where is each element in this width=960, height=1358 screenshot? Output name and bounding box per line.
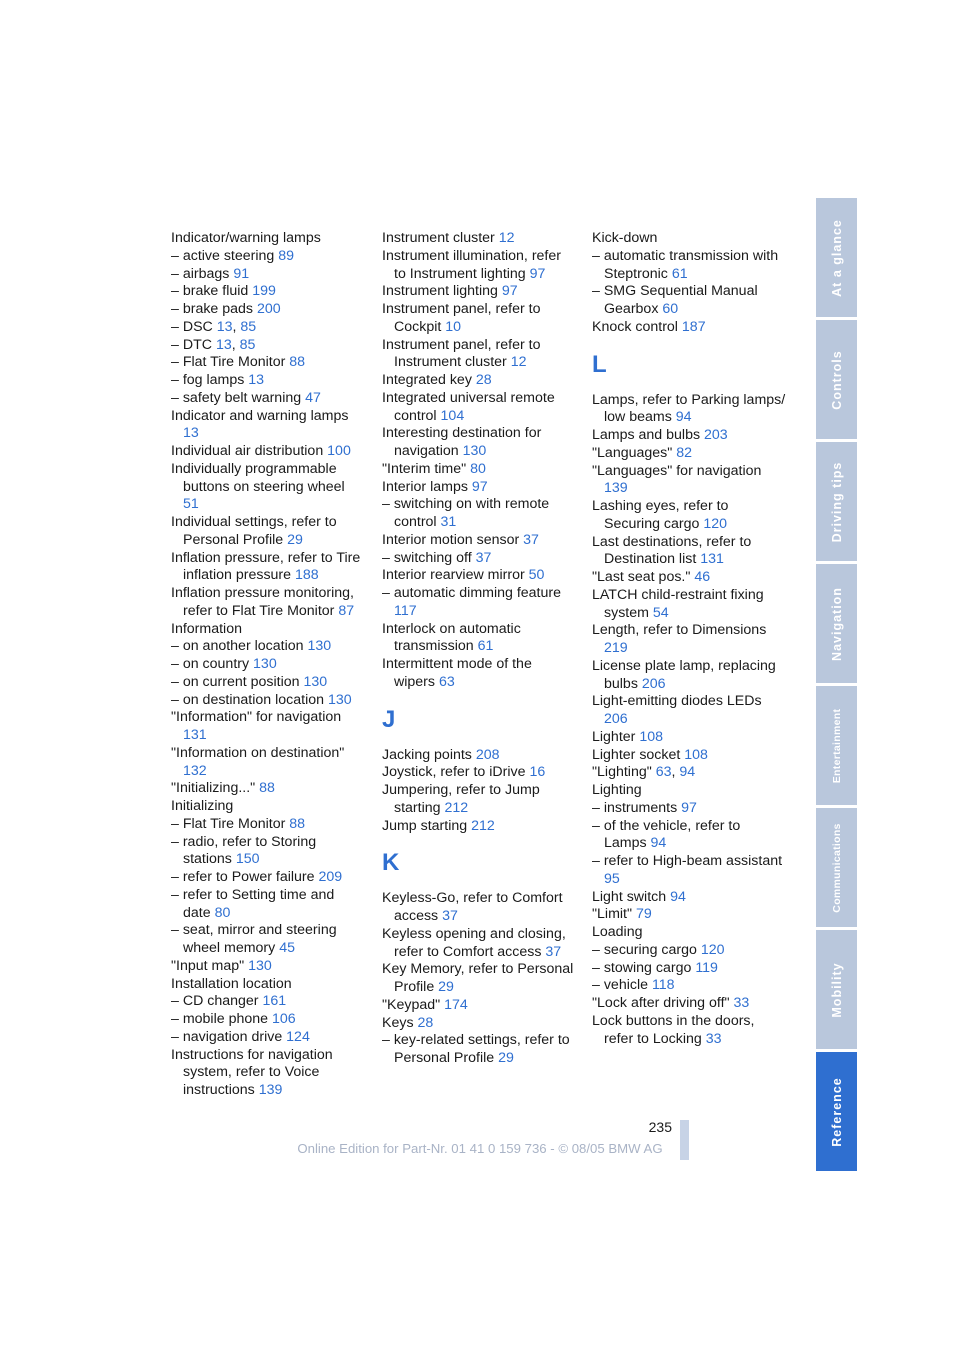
page-reference-link[interactable]: 212	[471, 817, 495, 834]
index-entry-text: Indicator/warning lamps	[171, 230, 321, 246]
page-reference-link[interactable]: 119	[695, 959, 718, 976]
page-reference-link[interactable]: 188	[295, 567, 319, 584]
page-reference-link[interactable]: 219	[604, 640, 628, 656]
index-entry-text: Individual settings, refer to Personal Profile	[171, 514, 337, 548]
page-reference-link[interactable]: 120	[703, 515, 728, 532]
index-entry	[382, 782, 574, 818]
index-entry-text: Initializing	[171, 798, 234, 814]
index-entry-text: Instrument panel, refer to Cockpit	[382, 301, 541, 335]
index-column-1	[171, 230, 363, 1100]
index-entry-text: – securing cargo	[592, 941, 697, 958]
index-entry-text: "Lock after driving off"	[592, 995, 730, 1011]
index-entry	[382, 1032, 574, 1068]
index-entry-text: Intermittent mode of the wipers	[382, 656, 532, 690]
index-entry	[592, 283, 786, 319]
page-reference-link[interactable]: 94	[675, 409, 692, 426]
page-reference-link[interactable]: 132	[183, 762, 207, 779]
index-entry	[171, 692, 363, 710]
index-entry-text: Length, refer to Dimensions	[592, 622, 767, 639]
section-tab-label: Navigation	[829, 586, 844, 661]
index-entry-text: Key Memory, refer to Personal Profile	[382, 961, 574, 995]
index-entry	[382, 585, 574, 621]
page-reference-link[interactable]: 79	[635, 906, 652, 923]
index-entry	[592, 463, 786, 499]
index-entry	[382, 372, 574, 390]
index-entry	[592, 995, 786, 1013]
index-entry	[382, 764, 574, 782]
index-entry-text: Jump starting	[382, 817, 468, 834]
index-entry	[382, 890, 574, 926]
index-entry-text: – on another location	[171, 638, 304, 655]
index-entry-text: – radio, refer to Storing stations	[171, 833, 317, 868]
index-entry-text: – switching off	[382, 549, 472, 566]
index-entry	[171, 993, 363, 1011]
page-reference-link[interactable]: 130	[303, 673, 328, 690]
index-entry: – DSC 13, 85	[171, 318, 257, 335]
index-entry	[171, 674, 363, 692]
index-entry	[171, 408, 363, 444]
index-entry	[592, 587, 786, 623]
index-entry-text: – refer to Power failure	[171, 869, 315, 885]
index-entry	[382, 301, 574, 337]
page-reference-link[interactable]: 82	[676, 444, 693, 461]
page-reference-link[interactable]: 37	[475, 549, 492, 566]
index-entry	[382, 747, 574, 765]
page-reference-link[interactable]: 31	[440, 514, 457, 530]
page-reference-link[interactable]: 203	[704, 427, 728, 443]
page-reference-link[interactable]: 33	[705, 1030, 722, 1047]
page-reference-link[interactable]: 120	[700, 941, 725, 958]
page-reference-link[interactable]: 50	[528, 567, 545, 584]
index-entry	[382, 656, 574, 692]
index-entry	[382, 337, 574, 373]
page-reference-link[interactable]: 12	[510, 354, 527, 371]
page-reference-link[interactable]: 16	[529, 764, 546, 781]
section-tab-navigation[interactable]	[816, 564, 857, 683]
page-reference-link[interactable]: 63	[655, 764, 672, 781]
index-entry	[171, 461, 363, 514]
index-entry	[592, 230, 786, 248]
page-reference-link[interactable]: 33	[733, 995, 750, 1011]
index-entry-text: – on country	[171, 656, 250, 672]
index-entry	[592, 622, 786, 658]
index-entry-text: Lamps, refer to Parking lamps/ low beams	[592, 391, 786, 426]
page-reference-link[interactable]: 212	[444, 799, 469, 816]
index-letter-heading: K	[382, 849, 400, 877]
page-reference-link[interactable]: 37	[442, 908, 458, 924]
index-entry	[171, 230, 363, 248]
page-reference-link[interactable]: 80	[470, 460, 486, 477]
index-entry-text: – key-related settings, refer to Personal Profile	[382, 1032, 570, 1066]
footer-edition-note: Online Edition for Part-Nr. 01 41 0 159 736 - © 08/05 BMW AG	[297, 1141, 663, 1156]
index-entry	[171, 798, 363, 816]
page-reference-link[interactable]: 139	[604, 480, 628, 497]
index-entry	[171, 780, 363, 798]
index-entry	[171, 248, 363, 266]
index-entry-text: – brake fluid	[171, 283, 249, 300]
page-reference-link[interactable]: 63	[438, 673, 455, 690]
index-entry	[592, 924, 786, 942]
index-entry	[171, 976, 363, 994]
index-entry	[592, 853, 786, 889]
section-tab-at-a-glance[interactable]	[816, 198, 857, 317]
index-entry	[592, 445, 786, 463]
page-reference-link[interactable]: 88	[289, 815, 306, 832]
index-entry-text: Knock control	[592, 318, 678, 335]
index-entry-text: Integrated key	[382, 372, 472, 388]
index-entry	[382, 567, 574, 585]
index-entry-text: "Last seat pos."	[592, 569, 691, 585]
index-entry	[382, 461, 574, 479]
index-entry-text: – seat, mirror and steering wheel memory	[171, 922, 337, 956]
index-entry	[171, 1011, 363, 1029]
page-reference-link[interactable]: 187	[681, 318, 706, 335]
index-entry	[382, 621, 574, 657]
index-entry-text: Interlock on automatic transmission	[382, 620, 521, 655]
index-entry-text: Lighter	[592, 728, 636, 745]
index-entry	[592, 782, 786, 800]
index-entry	[382, 248, 574, 284]
section-tab-label: Driving tips	[829, 461, 844, 542]
index-entry	[171, 709, 363, 745]
index-entry-text: Inflation pressure, refer to Tire inflation pressure	[171, 549, 361, 584]
page-reference-link[interactable]: 100	[327, 443, 351, 459]
page-reference-link[interactable]: 97	[681, 799, 697, 816]
index-entry-text: "Information on destination"	[171, 744, 345, 761]
index-entry-text: Indicator and warning lamps	[171, 407, 349, 424]
page-reference-link[interactable]: 12	[498, 230, 515, 246]
index-entry-text: – fog lamps	[171, 372, 245, 388]
index-entry	[171, 354, 363, 372]
index-entry	[171, 514, 363, 550]
index-entry-text: – safety belt warning	[171, 389, 302, 406]
page-reference-link[interactable]: 94	[679, 764, 696, 781]
page-reference-link[interactable]: 209	[318, 869, 343, 885]
page-reference-link[interactable]: 130	[248, 957, 272, 974]
index-entry-text: "Languages" for navigation	[592, 462, 762, 479]
index-entry	[171, 638, 363, 656]
index-entry-text: – refer to Setting time and date	[171, 886, 335, 921]
page-reference-link[interactable]: 46	[694, 569, 711, 585]
page-reference-link[interactable]: 131	[183, 727, 207, 743]
index-entry-text: Instrument illumination, refer to Instrument lighting	[382, 247, 561, 282]
index-entry-text: Loading	[592, 924, 643, 940]
page-reference-link[interactable]: 88	[259, 780, 275, 797]
index-entry-text: LATCH child-restraint fixing system	[592, 586, 764, 621]
index-entry-text: – automatic transmission with Steptronic	[592, 247, 779, 282]
section-tab-label: Controls	[829, 349, 844, 410]
index-entry	[592, 693, 786, 729]
section-tab-label: Mobility	[829, 961, 844, 1018]
section-tab-mobility[interactable]	[816, 930, 857, 1049]
index-entry-text: "Lighting"	[592, 764, 652, 781]
index-entry-text: Lamps and bulbs	[592, 427, 701, 443]
index-entry	[171, 656, 363, 674]
page-reference-link[interactable]: 108	[639, 728, 664, 745]
page-reference-link[interactable]: 13	[183, 425, 199, 442]
index-entry	[171, 621, 363, 639]
index-entry	[382, 425, 574, 461]
page-reference-link[interactable]: 85	[240, 318, 257, 335]
index-entry-text: Lashing eyes, refer to Securing cargo	[592, 498, 729, 532]
index-column-3	[592, 230, 786, 1048]
page-reference-link[interactable]: 85	[239, 336, 256, 353]
index-entry-text: Keyless-Go, refer to Comfort access	[382, 890, 563, 924]
page-reference-link[interactable]: 91	[233, 265, 250, 282]
index-entry	[171, 1029, 363, 1047]
index-entry-text: "Limit"	[592, 906, 633, 923]
page-reference-link[interactable]: 118	[651, 977, 675, 994]
index-entry	[171, 301, 363, 319]
page-reference-link[interactable]: 13	[216, 318, 233, 335]
page-reference-link[interactable]: 37	[523, 531, 539, 548]
index-entry-text: – stowing cargo	[592, 959, 692, 976]
index-entry-text: Information	[171, 620, 242, 637]
page-reference-link[interactable]: 80	[214, 904, 231, 921]
page-reference-link[interactable]: 131	[700, 551, 724, 568]
page-reference-link[interactable]: 124	[286, 1028, 310, 1045]
page-reference-link[interactable]: 29	[287, 531, 303, 548]
page-reference-link[interactable]: 161	[262, 993, 287, 1010]
index-entry	[592, 747, 786, 765]
index-entry	[171, 834, 363, 870]
index-entry	[382, 283, 574, 301]
section-tab-label: Reference	[829, 1076, 844, 1147]
page-reference-link[interactable]: 94	[670, 888, 686, 905]
index-entry	[382, 997, 574, 1015]
index-entry-text: Interior rearview mirror	[382, 567, 525, 584]
index-column-2	[382, 230, 574, 1068]
page-reference-link[interactable]: 61	[671, 265, 688, 282]
index-entry	[382, 926, 574, 962]
page-reference-link[interactable]: 95	[604, 870, 620, 887]
section-tab-driving-tips[interactable]	[816, 442, 857, 561]
page-reference-link[interactable]: 28	[417, 1014, 434, 1031]
index-entry-text: "Keypad"	[382, 996, 441, 1013]
index-entry: "Lighting" 63, 94	[592, 764, 696, 781]
index-entry-text: – switching on with remote control	[382, 496, 550, 530]
index-entry	[592, 977, 786, 995]
index-entry	[592, 658, 786, 694]
index-entry: – DTC 13, 85	[171, 336, 256, 353]
index-entry-text: Individually programmable buttons on steering wheel	[171, 460, 345, 495]
page-reference-link[interactable]: 174	[444, 996, 468, 1013]
index-entry	[171, 869, 363, 887]
index-entry-text: Jumpering, refer to Jump starting	[382, 782, 540, 816]
index-entry	[171, 266, 363, 284]
index-entry-text: – DSC	[171, 318, 213, 335]
index-entry	[592, 729, 786, 747]
index-entry-text: "Initializing..."	[171, 780, 256, 797]
index-entry-text: – brake pads	[171, 301, 254, 317]
index-entry	[592, 319, 786, 337]
index-entry	[171, 443, 363, 461]
page-reference-link[interactable]: 130	[307, 638, 332, 655]
index-entry	[382, 550, 574, 568]
index-entry-text: Integrated universal remote control	[382, 389, 555, 424]
index-entry-text: "Interim time"	[382, 460, 467, 477]
page-reference-link[interactable]: 10	[445, 318, 462, 335]
index-entry-text: – Flat Tire Monitor	[171, 815, 286, 832]
index-entry	[171, 585, 363, 621]
index-entry	[171, 745, 363, 781]
page-reference-link[interactable]: 117	[394, 602, 417, 619]
index-entry	[171, 283, 363, 301]
page-reference-link[interactable]: 29	[498, 1050, 514, 1066]
section-tab-communications[interactable]	[816, 808, 857, 927]
page-reference-link[interactable]: 206	[641, 675, 666, 692]
index-entry	[382, 230, 574, 248]
page-reference-link[interactable]: 200	[256, 301, 281, 317]
index-entry	[171, 372, 363, 390]
page-reference-link[interactable]: 13	[248, 372, 265, 388]
index-entry	[171, 550, 363, 586]
index-entry	[382, 1015, 574, 1033]
index-entry-text: Instrument cluster	[382, 230, 495, 246]
index-letter-heading: J	[382, 705, 396, 733]
page-reference-link[interactable]: 94	[650, 835, 667, 852]
index-entry-text: Joystick, refer to iDrive	[382, 764, 526, 781]
page-reference-link[interactable]: 28	[475, 372, 492, 388]
index-entry	[592, 498, 786, 534]
index-entry-text: – on current position	[171, 673, 300, 690]
index-entry-text: – active steering	[171, 247, 275, 264]
index-entry	[592, 818, 786, 854]
page-reference-link[interactable]: 130	[253, 656, 277, 672]
index-entry-text: Individual air distribution	[171, 443, 324, 459]
index-entry	[171, 922, 363, 958]
page-reference-link[interactable]: 150	[235, 851, 260, 868]
index-entry-text: Interesting destination for navigation	[382, 425, 542, 459]
index-entry-text: Instructions for navigation system, refer to Voice instructions	[171, 1046, 333, 1098]
page-reference-link[interactable]: 104	[440, 407, 465, 424]
index-entry-text: – DTC	[171, 336, 212, 353]
index-entry	[382, 961, 574, 997]
index-entry-text: Lighter socket	[592, 746, 681, 763]
page-reference-link[interactable]: 130	[327, 691, 352, 708]
page-reference-link[interactable]: 54	[652, 604, 669, 621]
page-reference-link[interactable]: 89	[278, 247, 295, 264]
page-reference-link[interactable]: 97	[529, 265, 546, 282]
index-entry-text: "Information" for navigation	[171, 709, 342, 726]
index-entry-text: Interior lamps	[382, 478, 468, 495]
index-entry	[171, 816, 363, 834]
page-reference-link[interactable]: 97	[501, 283, 518, 300]
index-entry-text: – vehicle	[592, 977, 648, 994]
index-entry	[171, 1047, 363, 1100]
index-letter-heading: L	[592, 350, 607, 378]
index-entry-text: Installation location	[171, 975, 292, 992]
page-reference-link[interactable]: 13	[215, 336, 232, 353]
index-entry	[171, 390, 363, 408]
page-reference-link[interactable]: 130	[462, 443, 487, 459]
index-entry	[382, 818, 574, 836]
index-entry-text: – mobile phone	[171, 1011, 269, 1027]
index-entry-text: – Flat Tire Monitor	[171, 354, 286, 371]
page-reference-link[interactable]: 139	[258, 1082, 283, 1098]
section-tab-label: Entertainment	[830, 708, 843, 783]
section-tab-label: At a glance	[829, 218, 844, 297]
index-entry	[592, 534, 786, 570]
index-entry-text: – of the vehicle, refer to Lamps	[592, 817, 741, 852]
index-entry-text: Lock buttons in the doors, refer to Locking	[592, 1012, 755, 1047]
index-entry	[592, 248, 786, 284]
index-entry-text: – refer to High-beam assistant	[592, 853, 783, 869]
index-entry	[592, 427, 786, 445]
index-entry-text: Last destinations, refer to Destination list	[592, 533, 752, 568]
index-entry-text: Instrument panel, refer to Instrument cluster	[382, 336, 541, 371]
index-entry-text: – on destination location	[171, 691, 325, 708]
page-reference-link[interactable]: 47	[305, 389, 321, 406]
index-entry	[382, 532, 574, 550]
index-entry-text: Kick-down	[592, 230, 658, 246]
index-entry-text: – SMG Sequential Manual Gearbox	[592, 283, 758, 317]
page-reference-link[interactable]: 29	[438, 979, 454, 995]
index-entry	[592, 960, 786, 978]
index-entry	[171, 887, 363, 923]
section-tab-controls[interactable]	[816, 320, 857, 439]
section-tabs	[816, 198, 857, 1174]
index-entry-text: – CD changer	[171, 993, 259, 1010]
index-entry-text: Light-emitting diodes LEDs	[592, 693, 762, 710]
index-entry-text: – airbags	[171, 265, 230, 282]
index-entry-text: Jacking points	[382, 746, 472, 763]
page-reference-link[interactable]: 208	[475, 746, 500, 763]
page-reference-link[interactable]: 61	[477, 638, 494, 655]
page-reference-link[interactable]: 106	[271, 1011, 296, 1027]
index-entry	[592, 569, 786, 587]
index-entry	[592, 889, 786, 907]
index-entry-text: Inflation pressure monitoring, refer to Flat Tire Monitor	[171, 585, 354, 619]
index-entry	[382, 390, 574, 426]
page-reference-link[interactable]: 37	[545, 943, 562, 960]
page-reference-link[interactable]: 51	[183, 496, 199, 513]
index-entry	[592, 906, 786, 924]
index-entry	[592, 942, 786, 960]
index-entry-text: Lighting	[592, 782, 642, 798]
index-entry-text: – instruments	[592, 799, 678, 816]
index-entry	[171, 958, 363, 976]
index-entry-text: Keyless opening and closing, refer to Comfort access	[382, 925, 566, 960]
index-entry-text: – navigation drive	[171, 1028, 283, 1045]
index-entry-text: Light switch	[592, 888, 667, 905]
index-entry-text: "Input map"	[171, 957, 245, 974]
section-tab-entertainment[interactable]	[816, 686, 857, 805]
page-reference-link[interactable]: 87	[338, 602, 355, 619]
index-entry-text: Instrument lighting	[382, 283, 498, 300]
page-reference-link[interactable]: 199	[252, 283, 276, 300]
index-entry	[382, 496, 574, 532]
index-entry-text: – automatic dimming feature	[382, 585, 562, 601]
page-reference-link[interactable]: 60	[662, 301, 679, 317]
index-entry-text: Interior motion sensor	[382, 531, 520, 548]
section-tab-label: Communications	[830, 822, 843, 913]
index-entry	[382, 479, 574, 497]
index-entry	[592, 800, 786, 818]
page-reference-link[interactable]: 97	[471, 478, 488, 495]
page-number: 235	[648, 1119, 672, 1135]
page-reference-link[interactable]: 88	[289, 354, 306, 371]
index-entry-text: Keys	[382, 1014, 414, 1031]
page-reference-link[interactable]: 206	[604, 711, 628, 727]
index-entry	[592, 1013, 786, 1049]
page-reference-link[interactable]: 108	[684, 746, 708, 763]
page-reference-link[interactable]: 45	[279, 940, 295, 956]
index-entry-text: "Languages"	[592, 444, 673, 461]
index-entry-text: License plate lamp, replacing bulbs	[592, 657, 776, 692]
index-entry	[592, 392, 786, 428]
